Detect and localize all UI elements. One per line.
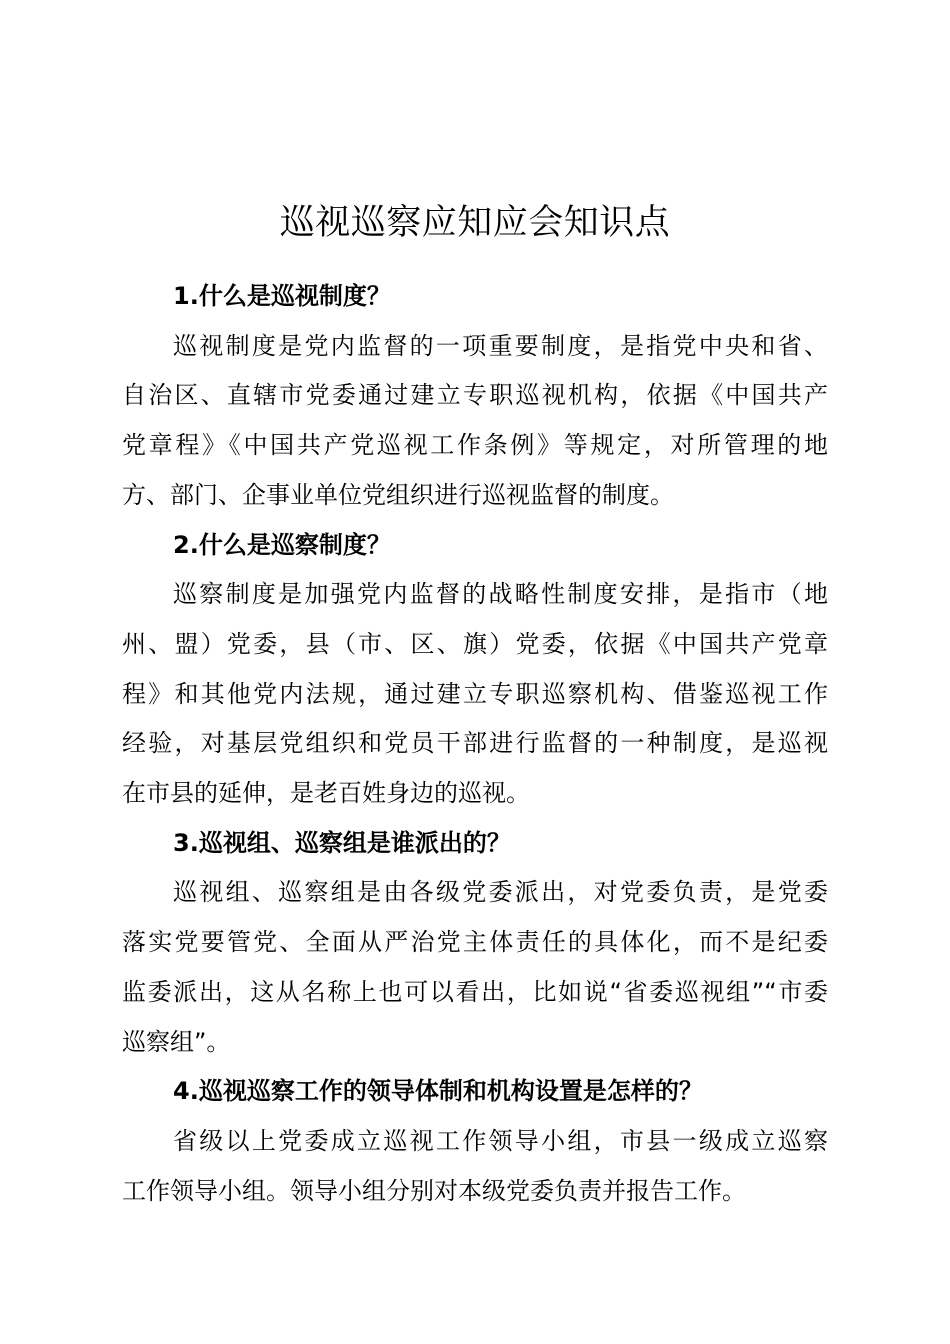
- answer-line: 程》和其他党内法规，通过建立专职巡察机构、借鉴巡视工作: [122, 679, 828, 708]
- answer-line: 巡视组、巡察组是由各级党委派出，对党委负责，是党委: [173, 878, 828, 907]
- answer-line: 巡视制度是党内监督的一项重要制度，是指党中央和省、: [173, 331, 828, 360]
- document-title: 巡视巡察应知应会知识点: [279, 203, 671, 244]
- question-4: 4.巡视巡察工作的领导体制和机构设置是怎样的？: [173, 1077, 703, 1106]
- answer-line: 巡察制度是加强党内监督的战略性制度安排，是指市（地: [173, 580, 828, 609]
- answer-4: [122, 1117, 828, 1216]
- question-2: 2.什么是巡察制度？: [173, 530, 391, 559]
- answer-line: 方、部门、企事业单位党组织进行巡视监督的制度。: [122, 480, 674, 509]
- answer-line: 落实党要管党、全面从严治党主体责任的具体化，而不是纪委: [122, 928, 828, 957]
- answer-3: [122, 868, 828, 1067]
- answer-line: 监委派出，这从名称上也可以看出，比如说“省委巡视组”“市委: [122, 977, 828, 1006]
- answer-1: [122, 322, 828, 521]
- answer-line: 州、盟）党委，县（市、区、旗）党委，依据《中国共产党章: [122, 629, 828, 658]
- answer-line: 在市县的延伸，是老百姓身边的巡视。: [122, 779, 530, 808]
- answer-line: 自治区、直辖市党委通过建立专职巡视机构，依据《中国共产: [122, 381, 828, 410]
- question-1: 1.什么是巡视制度？: [173, 282, 391, 310]
- answer-line: 工作领导小组。领导小组分别对本级党委负责并报告工作。: [122, 1176, 746, 1205]
- answer-line: 巡察组”。: [122, 1027, 231, 1056]
- question-3: 3.巡视组、巡察组是谁派出的？: [173, 828, 511, 857]
- answer-line: 省级以上党委成立巡视工作领导小组，市县一级成立巡察: [173, 1126, 828, 1155]
- answer-line: 党章程》《中国共产党巡视工作条例》等规定，对所管理的地: [122, 431, 828, 460]
- document-body: [122, 272, 828, 1216]
- answer-line: 经验，对基层党组织和党员干部进行监督的一种制度，是巡视: [122, 729, 828, 758]
- answer-2: [122, 570, 828, 819]
